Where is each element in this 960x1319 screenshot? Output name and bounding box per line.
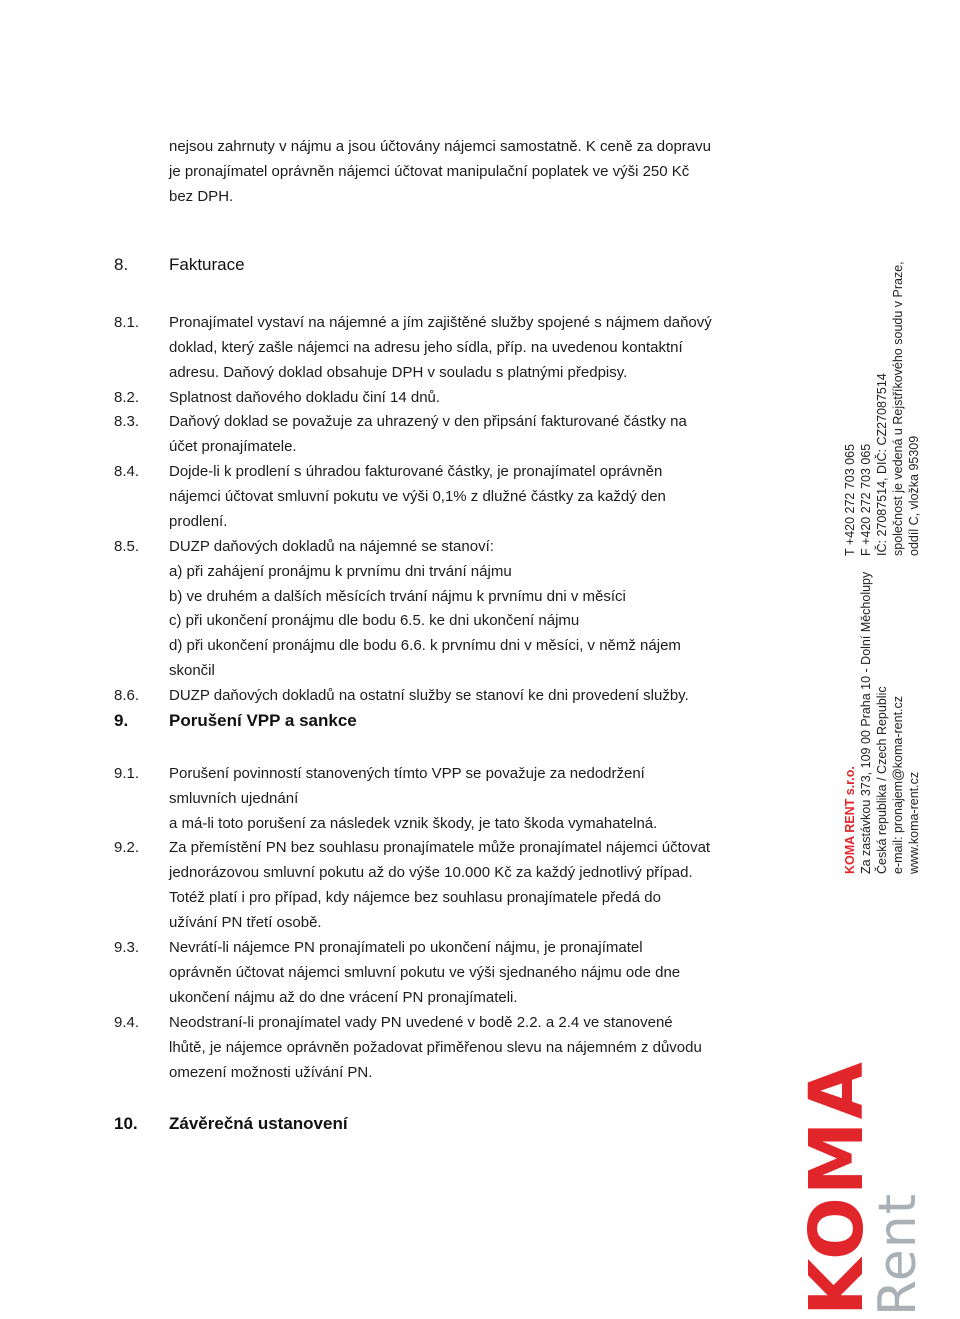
item-line: DUZP daňových dokladů na ostatní služby se stanoví ke dni provedení služby. (169, 687, 689, 704)
item-line: Totéž platí i pro případ, kdy nájemce bez souhlasu pronajímatele předá do (169, 889, 661, 906)
register-text: společnost je vedená u Rejstříkového soudu v Praze, (891, 261, 905, 556)
item-line: účet pronajímatele. (169, 438, 297, 455)
item-number: 9.2. (114, 839, 140, 856)
company-name: KOMA RENT s.r.o. (843, 766, 857, 874)
item-line: užívání PN třetí osobě. (169, 914, 322, 931)
item-number: 9.3. (114, 939, 140, 956)
item-line: Daňový doklad se považuje za uhrazený v den připsání fakturované částky na (169, 413, 687, 430)
phone-text: T +420 272 703 065 (843, 443, 857, 556)
item-line: omezení možnosti užívání PN. (169, 1064, 373, 1081)
item-line: Dojde-li k prodlení s úhradou fakturované částky, je pronajímatel oprávněn (169, 463, 663, 480)
koma-logo: KOMA (794, 1060, 880, 1316)
web-text: www.koma-rent.cz (907, 771, 921, 874)
section-title: Porušení VPP a sankce (169, 711, 357, 730)
intro-line: nejsou zahrnuty v nájmu a jsou účtovány nájemci samostatně. K ceně za dopravu (169, 138, 711, 155)
item-line: oprávněn účtovat nájemci smluvní pokutu ve výši sjednaného nájmu ode dne (169, 964, 681, 981)
item-line: prodlení. (169, 513, 228, 530)
item-line: lhůtě, je nájemce oprávněn požadovat přiměřenou slevu na nájemném z důvodu (169, 1039, 702, 1056)
item-line: Nevrátí-li nájemce PN pronajímateli po ukončení nájmu, je pronajímatel (169, 939, 643, 956)
intro-line: je pronajímatel oprávněn nájemci účtovat manipulační poplatek ve výši 250 Kč (169, 163, 690, 180)
sidebar-contact-1 (842, 261, 922, 556)
rent-logo: Rent (868, 1192, 928, 1316)
item-number: 8.4. (114, 463, 140, 480)
item-line: b) ve druhém a dalších měsících trvání nájmu k prvnímu dni v měsíci (169, 588, 626, 605)
item-line: smluvních ujednání (169, 790, 299, 807)
item-line: adresu. Daňový doklad obsahuje DPH v souladu s platnými předpisy. (169, 364, 628, 381)
item-line: nájemci účtovat smluvní pokutu ve výši 0,1% z dlužné částky za každý den (169, 488, 666, 505)
item-number: 8.1. (114, 314, 140, 331)
item-number: 9.1. (114, 765, 140, 782)
item-line: Porušení povinností stanovených tímto VPP se považuje za nedodržení (169, 765, 645, 782)
item-line: a) při zahájení pronájmu k prvnímu dni trvání nájmu (169, 563, 512, 580)
email-text: e-mail: pronajem@koma-rent.cz (891, 695, 905, 874)
item-line: c) při ukončení pronájmu dle bodu 6.5. ke dni ukončení nájmu (169, 612, 580, 629)
item-line: Neodstraní-li pronajímatel vady PN uvedené v bodě 2.2. a 2.4 ve stanovené (169, 1014, 673, 1031)
fax-text: F +420 272 703 065 (859, 443, 873, 556)
item-line: doklad, který zašle nájemci na adresu jeho sídla, příp. na uvedenou kontaktní (169, 339, 683, 356)
item-number: 8.2. (114, 389, 140, 406)
country-text: Česká republika / Czech Republic (875, 686, 889, 874)
section-title: Fakturace (169, 255, 245, 274)
item-line: jednorázovou smluvní pokutu až do výše 10.000 Kč za každý jednotlivý případ. (169, 864, 693, 881)
item-line: a má-li toto porušení za následek vznik škody, je tato škoda vymahatelná. (169, 815, 658, 832)
section-number: 9. (114, 711, 129, 730)
sidebar-contact-2 (842, 572, 922, 874)
item-line: ukončení nájmu až do dne vrácení PN pronajímateli. (169, 989, 518, 1006)
company-ids-text: IČ: 27087514, DIČ: CZ27087514 (875, 373, 889, 556)
section-number: 8. (114, 255, 129, 274)
item-line: skončil (169, 662, 215, 679)
register-text: oddíl C, vložka 95309 (907, 435, 921, 556)
section-title: Závěrečná ustanovení (169, 1114, 348, 1133)
item-line: d) při ukončení pronájmu dle bodu 6.6. k prvnímu dni v měsíci, v němž nájem (169, 637, 681, 654)
item-line: Pronajímatel vystaví na nájemné a jím zajištěné služby spojené s nájmem daňový (169, 314, 712, 331)
item-line: Splatnost daňového dokladu činí 14 dnů. (169, 389, 441, 406)
item-number: 9.4. (114, 1014, 140, 1031)
item-number: 8.3. (114, 413, 140, 430)
section-number: 10. (114, 1114, 138, 1133)
address-text: Za zastávkou 373, 109 00 Praha 10 - Dolní Měcholupy (859, 571, 873, 874)
item-number: 8.6. (114, 687, 140, 704)
item-line: DUZP daňových dokladů na nájemné se stanoví: (169, 538, 494, 555)
item-number: 8.5. (114, 538, 140, 555)
item-line: Za přemístění PN bez souhlasu pronajímatele může pronajímatel nájemci účtovat (169, 839, 711, 856)
intro-line: bez DPH. (169, 188, 234, 205)
